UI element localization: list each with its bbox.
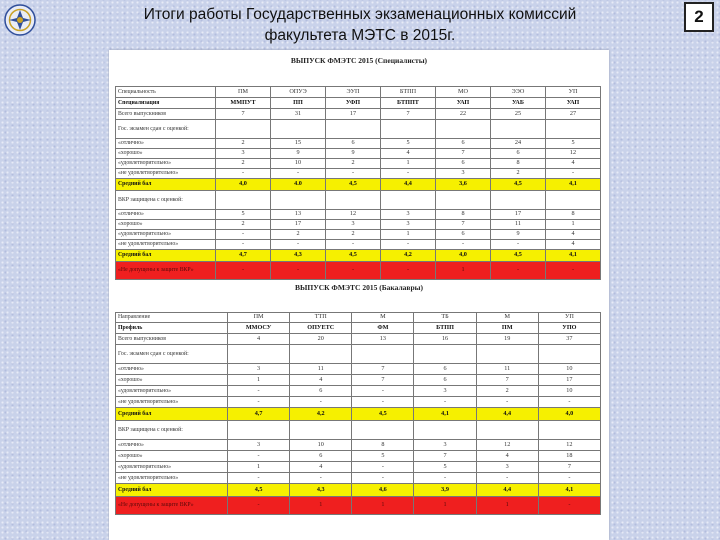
value-cell: 6 bbox=[290, 451, 352, 462]
value-cell: УП bbox=[546, 87, 601, 98]
value-cell: 25 bbox=[491, 109, 546, 120]
value-cell: 1 bbox=[352, 497, 414, 515]
value-cell bbox=[546, 191, 601, 210]
table-row bbox=[116, 364, 601, 375]
value-cell: 2 bbox=[271, 230, 326, 240]
title-line-2: факультета МЭТС в 2015г. bbox=[264, 27, 456, 44]
value-cell: 18 bbox=[538, 451, 600, 462]
value-cell: 4 bbox=[290, 375, 352, 386]
value-cell: 12 bbox=[538, 440, 600, 451]
value-cell: 20 bbox=[290, 334, 352, 345]
value-cell: - bbox=[326, 169, 381, 179]
row-label-cell: Средний бал bbox=[116, 179, 216, 191]
value-cell: ПП bbox=[271, 98, 326, 109]
value-cell bbox=[436, 120, 491, 139]
value-cell: - bbox=[491, 240, 546, 250]
value-cell: 5 bbox=[352, 451, 414, 462]
value-cell bbox=[476, 421, 538, 440]
value-cell bbox=[381, 120, 436, 139]
value-cell: 3 bbox=[228, 440, 290, 451]
value-cell: ФМ bbox=[352, 323, 414, 334]
value-cell: 10 bbox=[538, 364, 600, 375]
value-cell: 3 bbox=[476, 462, 538, 473]
value-cell: 3 bbox=[436, 169, 491, 179]
value-cell: 6 bbox=[326, 139, 381, 149]
row-label-cell: «не удовлетворительно» bbox=[116, 397, 228, 408]
value-cell: 2 bbox=[476, 386, 538, 397]
value-cell: 24 bbox=[491, 139, 546, 149]
value-cell: 2 bbox=[491, 169, 546, 179]
table-row bbox=[116, 323, 601, 334]
value-cell bbox=[290, 345, 352, 364]
row-label-cell: «хорошо» bbox=[116, 375, 228, 386]
value-cell: 19 bbox=[476, 334, 538, 345]
value-cell: 6 bbox=[290, 386, 352, 397]
value-cell: 9 bbox=[271, 149, 326, 159]
value-cell: 4,0 bbox=[436, 250, 491, 262]
value-cell: 3 bbox=[381, 210, 436, 220]
table-row bbox=[116, 230, 601, 240]
value-cell bbox=[326, 120, 381, 139]
value-cell: УП bbox=[538, 313, 600, 323]
value-cell: - bbox=[216, 240, 271, 250]
value-cell: - bbox=[414, 473, 476, 484]
value-cell bbox=[538, 345, 600, 364]
value-cell: 1 bbox=[381, 230, 436, 240]
table-row bbox=[116, 87, 601, 98]
value-cell: 7 bbox=[352, 364, 414, 375]
value-cell: - bbox=[228, 497, 290, 515]
row-label-cell: Средний бал bbox=[116, 408, 228, 421]
value-cell: 4,1 bbox=[414, 408, 476, 421]
value-cell: ПМ bbox=[228, 313, 290, 323]
bachelors-table bbox=[115, 312, 601, 515]
row-label-cell: Гос. экзамен сдан с оценкой: bbox=[116, 345, 228, 364]
value-cell: 11 bbox=[290, 364, 352, 375]
value-cell: 10 bbox=[538, 386, 600, 397]
table-row bbox=[116, 484, 601, 497]
value-cell: БТППТ bbox=[381, 98, 436, 109]
row-label-cell: Направление bbox=[116, 313, 228, 323]
row-label-cell: Всего выпускников bbox=[116, 334, 228, 345]
value-cell: 1 bbox=[290, 497, 352, 515]
value-cell: ТБ bbox=[414, 313, 476, 323]
value-cell: - bbox=[326, 262, 381, 280]
value-cell: 12 bbox=[326, 210, 381, 220]
value-cell bbox=[546, 120, 601, 139]
value-cell bbox=[436, 191, 491, 210]
value-cell: 6 bbox=[436, 139, 491, 149]
value-cell: 22 bbox=[436, 109, 491, 120]
value-cell: 12 bbox=[546, 149, 601, 159]
value-cell: - bbox=[271, 262, 326, 280]
table-row bbox=[116, 169, 601, 179]
value-cell: 7 bbox=[216, 109, 271, 120]
value-cell: 17 bbox=[491, 210, 546, 220]
value-cell: - bbox=[476, 397, 538, 408]
value-cell bbox=[228, 345, 290, 364]
value-cell: - bbox=[381, 169, 436, 179]
value-cell bbox=[271, 191, 326, 210]
value-cell: 6 bbox=[436, 230, 491, 240]
value-cell: М bbox=[476, 313, 538, 323]
row-label-cell: «хорошо» bbox=[116, 220, 216, 230]
value-cell: 8 bbox=[352, 440, 414, 451]
table-row bbox=[116, 440, 601, 451]
value-cell: 4,5 bbox=[228, 484, 290, 497]
value-cell: 1 bbox=[228, 462, 290, 473]
value-cell bbox=[290, 421, 352, 440]
value-cell: 9 bbox=[491, 230, 546, 240]
value-cell: 2 bbox=[326, 230, 381, 240]
table-row bbox=[116, 462, 601, 473]
table-row bbox=[116, 139, 601, 149]
value-cell: 4,4 bbox=[381, 179, 436, 191]
table-row bbox=[116, 262, 601, 280]
value-cell: 27 bbox=[546, 109, 601, 120]
value-cell: ММПУТ bbox=[216, 98, 271, 109]
value-cell bbox=[491, 120, 546, 139]
value-cell: 6 bbox=[491, 149, 546, 159]
value-cell: - bbox=[381, 240, 436, 250]
row-label-cell: «не удовлетворительно» bbox=[116, 169, 216, 179]
row-label-cell: «не удовлетворительно» bbox=[116, 240, 216, 250]
value-cell: 7 bbox=[381, 109, 436, 120]
value-cell: 4,1 bbox=[546, 179, 601, 191]
value-cell: 15 bbox=[271, 139, 326, 149]
page-number: 2 bbox=[684, 2, 714, 32]
value-cell: - bbox=[216, 262, 271, 280]
value-cell: 4,2 bbox=[381, 250, 436, 262]
value-cell: 6 bbox=[414, 375, 476, 386]
value-cell: 1 bbox=[228, 375, 290, 386]
value-cell bbox=[228, 421, 290, 440]
value-cell: 4 bbox=[546, 240, 601, 250]
table-row bbox=[116, 421, 601, 440]
value-cell: - bbox=[228, 397, 290, 408]
value-cell: - bbox=[538, 497, 600, 515]
value-cell: - bbox=[538, 397, 600, 408]
value-cell: 4 bbox=[228, 334, 290, 345]
value-cell: 4 bbox=[290, 462, 352, 473]
value-cell: 3,6 bbox=[436, 179, 491, 191]
value-cell: УАП bbox=[546, 98, 601, 109]
value-cell: ЭЭО bbox=[491, 87, 546, 98]
value-cell: УПО bbox=[538, 323, 600, 334]
title-line-1: Итоги работы Государственных экзаменационных комиссий bbox=[143, 6, 577, 23]
value-cell: - bbox=[546, 262, 601, 280]
value-cell: - bbox=[352, 386, 414, 397]
value-cell: 10 bbox=[290, 440, 352, 451]
table-row bbox=[116, 250, 601, 262]
value-cell bbox=[381, 191, 436, 210]
value-cell: 4,4 bbox=[476, 484, 538, 497]
value-cell: - bbox=[436, 240, 491, 250]
value-cell: БТПП bbox=[414, 323, 476, 334]
value-cell bbox=[414, 421, 476, 440]
value-cell: МО bbox=[436, 87, 491, 98]
value-cell: 11 bbox=[491, 220, 546, 230]
value-cell: 6 bbox=[414, 364, 476, 375]
value-cell: 7 bbox=[436, 220, 491, 230]
value-cell: 5 bbox=[216, 210, 271, 220]
row-label-cell: «удовлетворительно» bbox=[116, 386, 228, 397]
value-cell: ОПУЕТС bbox=[290, 323, 352, 334]
value-cell: 6 bbox=[436, 159, 491, 169]
bachelors-heading: ВЫПУСК ФМЭТС 2015 (Бакалавры) bbox=[295, 283, 423, 292]
row-label-cell: Профиль bbox=[116, 323, 228, 334]
value-cell: - bbox=[476, 473, 538, 484]
row-label-cell: ВКР защищена с оценкой: bbox=[116, 421, 228, 440]
value-cell: М bbox=[352, 313, 414, 323]
value-cell: 10 bbox=[271, 159, 326, 169]
value-cell: 8 bbox=[491, 159, 546, 169]
value-cell: 12 bbox=[476, 440, 538, 451]
value-cell: 1 bbox=[381, 159, 436, 169]
value-cell: 31 bbox=[271, 109, 326, 120]
value-cell: 4,5 bbox=[326, 250, 381, 262]
value-cell: ОПУЭ bbox=[271, 87, 326, 98]
value-cell: 4,0 bbox=[538, 408, 600, 421]
table-row bbox=[116, 120, 601, 139]
value-cell: 4.0 bbox=[271, 179, 326, 191]
value-cell: 4,0 bbox=[216, 179, 271, 191]
value-cell: БТПП bbox=[381, 87, 436, 98]
value-cell: 4,2 bbox=[290, 408, 352, 421]
row-label-cell: ВКР защищена с оценкой: bbox=[116, 191, 216, 210]
value-cell: 3 bbox=[414, 440, 476, 451]
value-cell: - bbox=[228, 451, 290, 462]
value-cell: 3 bbox=[216, 149, 271, 159]
value-cell: 1 bbox=[546, 220, 601, 230]
value-cell: 37 bbox=[538, 334, 600, 345]
value-cell: 4,3 bbox=[271, 250, 326, 262]
value-cell: ММОСУ bbox=[228, 323, 290, 334]
value-cell: 8 bbox=[436, 210, 491, 220]
value-cell: 4,5 bbox=[352, 408, 414, 421]
value-cell: ЭУП bbox=[326, 87, 381, 98]
table-row bbox=[116, 109, 601, 120]
value-cell: 5 bbox=[414, 462, 476, 473]
row-label-cell: «Не допущены к защите ВКР» bbox=[116, 262, 216, 280]
value-cell: - bbox=[290, 473, 352, 484]
value-cell: - bbox=[326, 240, 381, 250]
value-cell: 4 bbox=[546, 159, 601, 169]
row-label-cell: «хорошо» bbox=[116, 149, 216, 159]
value-cell: 4,4 bbox=[476, 408, 538, 421]
value-cell: - bbox=[271, 240, 326, 250]
table-row bbox=[116, 159, 601, 169]
row-label-cell: «хорошо» bbox=[116, 451, 228, 462]
value-cell bbox=[352, 421, 414, 440]
value-cell: 3 bbox=[228, 364, 290, 375]
value-cell: - bbox=[414, 397, 476, 408]
value-cell: 4,1 bbox=[538, 484, 600, 497]
value-cell: - bbox=[216, 169, 271, 179]
row-label-cell: Средний бал bbox=[116, 484, 228, 497]
row-label-cell: «отлично» bbox=[116, 364, 228, 375]
table-row bbox=[116, 210, 601, 220]
value-cell: - bbox=[352, 473, 414, 484]
row-label-cell: «отлично» bbox=[116, 440, 228, 451]
row-label-cell: «удовлетворительно» bbox=[116, 462, 228, 473]
value-cell: 4,6 bbox=[352, 484, 414, 497]
value-cell: 4,7 bbox=[228, 408, 290, 421]
value-cell bbox=[271, 120, 326, 139]
row-label-cell: «Не допущены к защите ВКР» bbox=[116, 497, 228, 515]
value-cell: - bbox=[491, 262, 546, 280]
value-cell: - bbox=[216, 230, 271, 240]
table-row bbox=[116, 334, 601, 345]
row-label-cell: «удовлетворительно» bbox=[116, 230, 216, 240]
value-cell: 17 bbox=[326, 109, 381, 120]
value-cell bbox=[216, 191, 271, 210]
value-cell: - bbox=[290, 397, 352, 408]
value-cell: - bbox=[546, 169, 601, 179]
value-cell: УАП bbox=[436, 98, 491, 109]
value-cell: 4,5 bbox=[491, 179, 546, 191]
value-cell: 7 bbox=[352, 375, 414, 386]
value-cell: 3 bbox=[326, 220, 381, 230]
table-row bbox=[116, 220, 601, 230]
value-cell: 2 bbox=[216, 159, 271, 169]
value-cell bbox=[538, 421, 600, 440]
value-cell: 2 bbox=[326, 159, 381, 169]
value-cell bbox=[414, 345, 476, 364]
value-cell: УАБ bbox=[491, 98, 546, 109]
value-cell: 4,1 bbox=[546, 250, 601, 262]
row-label-cell: «удовлетворительно» bbox=[116, 159, 216, 169]
value-cell: - bbox=[352, 462, 414, 473]
row-label-cell: Гос. экзамен сдан с оценкой: bbox=[116, 120, 216, 139]
value-cell: 4 bbox=[476, 451, 538, 462]
value-cell: УФП bbox=[326, 98, 381, 109]
value-cell: 3 bbox=[414, 386, 476, 397]
table-row bbox=[116, 240, 601, 250]
value-cell: - bbox=[352, 397, 414, 408]
table-row bbox=[116, 397, 601, 408]
value-cell: 17 bbox=[538, 375, 600, 386]
page-title bbox=[60, 4, 660, 46]
row-label-cell: Специализация bbox=[116, 98, 216, 109]
value-cell: 1 bbox=[436, 262, 491, 280]
value-cell: 4 bbox=[381, 149, 436, 159]
row-label-cell: Всего выпускников bbox=[116, 109, 216, 120]
value-cell: 1 bbox=[414, 497, 476, 515]
value-cell: 4 bbox=[546, 230, 601, 240]
value-cell: 7 bbox=[436, 149, 491, 159]
value-cell: 16 bbox=[414, 334, 476, 345]
value-cell: 11 bbox=[476, 364, 538, 375]
table-row bbox=[116, 473, 601, 484]
table-row bbox=[116, 313, 601, 323]
table-row bbox=[116, 345, 601, 364]
value-cell: - bbox=[538, 473, 600, 484]
value-cell: ТТП bbox=[290, 313, 352, 323]
table-row bbox=[116, 451, 601, 462]
scanned-document bbox=[109, 50, 609, 540]
value-cell: - bbox=[228, 386, 290, 397]
table-row bbox=[116, 408, 601, 421]
value-cell bbox=[491, 191, 546, 210]
table-row bbox=[116, 386, 601, 397]
value-cell: 8 bbox=[546, 210, 601, 220]
value-cell: 7 bbox=[414, 451, 476, 462]
value-cell: 13 bbox=[271, 210, 326, 220]
value-cell: 2 bbox=[216, 220, 271, 230]
table-row bbox=[116, 375, 601, 386]
value-cell: ПМ bbox=[216, 87, 271, 98]
table-row bbox=[116, 149, 601, 159]
row-label-cell: «отлично» bbox=[116, 139, 216, 149]
value-cell: 4,7 bbox=[216, 250, 271, 262]
value-cell: 4,3 bbox=[290, 484, 352, 497]
value-cell: 5 bbox=[546, 139, 601, 149]
value-cell: 1 bbox=[476, 497, 538, 515]
value-cell bbox=[476, 345, 538, 364]
value-cell: - bbox=[228, 473, 290, 484]
specialists-heading: ВЫПУСК ФМЭТС 2015 (Специалисты) bbox=[290, 56, 428, 65]
value-cell: ПМ bbox=[476, 323, 538, 334]
value-cell: 9 bbox=[326, 149, 381, 159]
value-cell: 13 bbox=[352, 334, 414, 345]
value-cell: - bbox=[271, 169, 326, 179]
table-row bbox=[116, 179, 601, 191]
value-cell: 2 bbox=[216, 139, 271, 149]
value-cell bbox=[326, 191, 381, 210]
university-emblem-icon bbox=[3, 3, 37, 37]
value-cell: 17 bbox=[271, 220, 326, 230]
value-cell: 3,9 bbox=[414, 484, 476, 497]
table-row bbox=[116, 191, 601, 210]
table-row bbox=[116, 497, 601, 515]
value-cell: 7 bbox=[476, 375, 538, 386]
value-cell bbox=[352, 345, 414, 364]
row-label-cell: Средний бал bbox=[116, 250, 216, 262]
value-cell: 4,5 bbox=[491, 250, 546, 262]
table-row bbox=[116, 98, 601, 109]
value-cell: 4,5 bbox=[326, 179, 381, 191]
specialists-table bbox=[115, 86, 601, 280]
row-label-cell: Специальность bbox=[116, 87, 216, 98]
value-cell: 7 bbox=[538, 462, 600, 473]
value-cell: 3 bbox=[381, 220, 436, 230]
row-label-cell: «не удовлетворительно» bbox=[116, 473, 228, 484]
row-label-cell: «отлично» bbox=[116, 210, 216, 220]
value-cell: 5 bbox=[381, 139, 436, 149]
value-cell bbox=[216, 120, 271, 139]
value-cell: - bbox=[381, 262, 436, 280]
